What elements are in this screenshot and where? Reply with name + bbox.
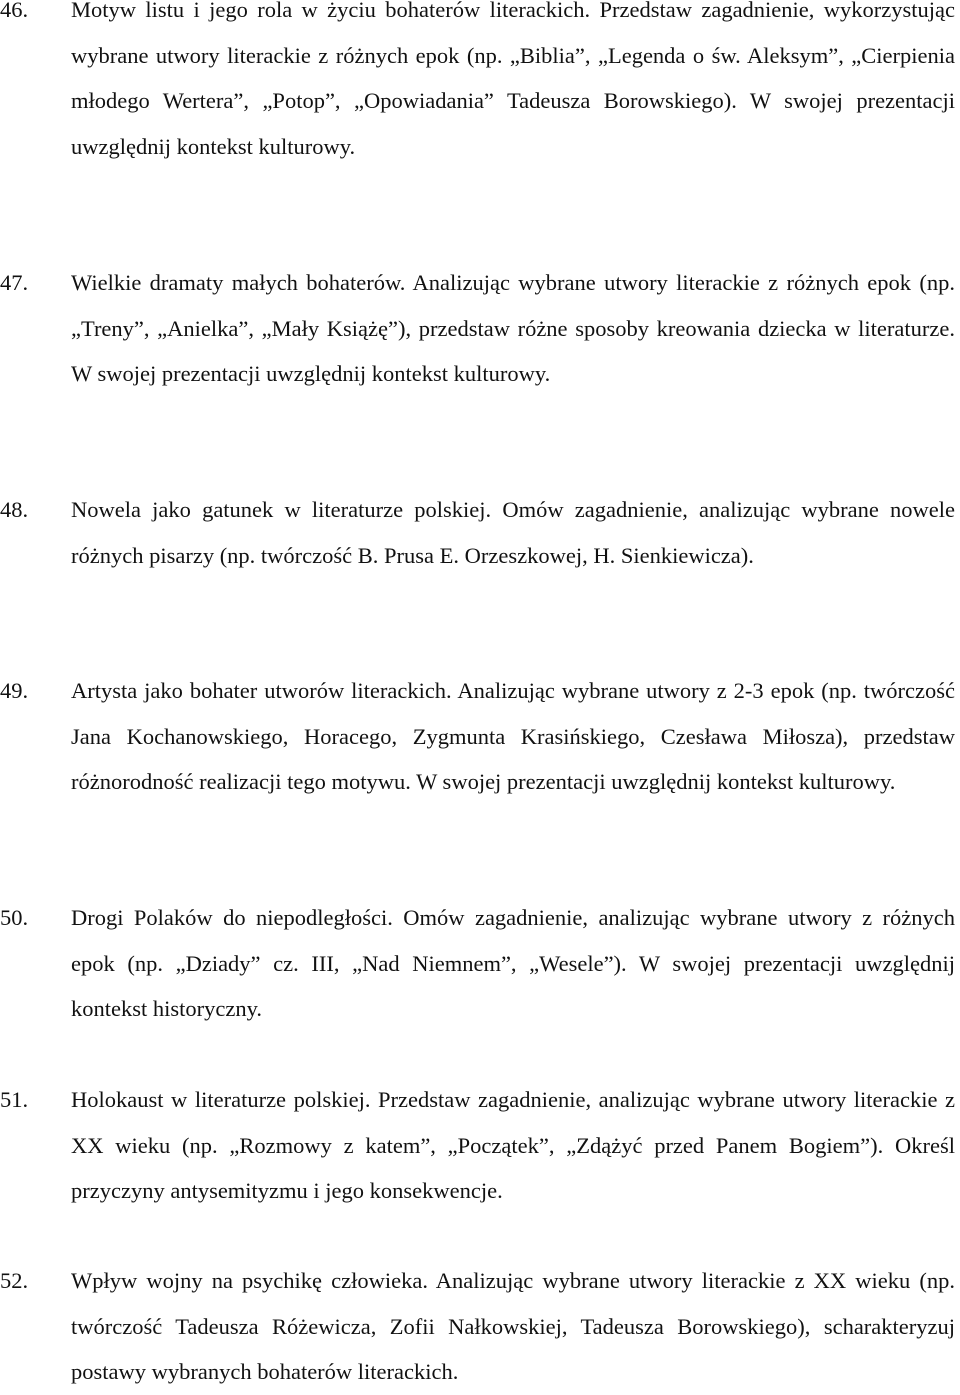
topic-text: Motyw listu i jego rola w życiu bohaterów literackich. Przedstaw zagadnienie, wykorzystując wybrane utwory literackie z różnych epok (np. „Biblia”, „Legenda o św. Aleksym”, „Cierpienia młodego Wertera”, „Potop”, „Opowiadania” Tadeusza Borowskiego). W swojej prezentacji uwzględnij kontekst kulturowy. <box>71 0 955 159</box>
topic-item-49 <box>0 668 960 805</box>
topic-item-52 <box>0 1258 960 1395</box>
topic-number: 46. <box>0 0 29 22</box>
topic-item-47 <box>0 260 960 397</box>
topic-text: Holokaust w literaturze polskiej. Przedstaw zagadnienie, analizując wybrane utwory literackie z XX wieku (np. „Rozmowy z katem”, „Początek”, „Zdążyć przed Panem Bogiem”). Określ przyczyny antysemityzmu i jego konsekwencje. <box>71 1087 955 1203</box>
topic-text: Nowela jako gatunek w literaturze polskiej. Omów zagadnienie, analizując wybrane nowele różnych pisarzy (np. twórczość B. Prusa E. Orzeszkowej, H. Sienkiewicza). <box>71 497 955 568</box>
topic-number: 47. <box>0 270 29 295</box>
topic-number: 51. <box>0 1087 29 1112</box>
topic-number: 52. <box>0 1268 29 1293</box>
topic-text: Artysta jako bohater utworów literackich. Analizując wybrane utwory z 2-3 epok (np. twórczość Jana Kochanowskiego, Horacego, Zygmunta Krasińskiego, Czesława Miłosza), przedstaw różnorodność realizacji tego motywu. W swojej prezentacji uwzględnij kontekst kulturowy. <box>71 678 955 794</box>
topic-number: 48. <box>0 497 29 522</box>
topic-text: Wielkie dramaty małych bohaterów. Analizując wybrane utwory literackie z różnych epok (np. „Treny”, „Anielka”, „Mały Książę”), przedstaw różne sposoby kreowania dziecka w literaturze. W swojej prezentacji uwzględnij kontekst kulturowy. <box>71 270 955 386</box>
topic-item-51 <box>0 1077 960 1214</box>
topic-text: Wpływ wojny na psychikę człowieka. Analizując wybrane utwory literackie z XX wieku (np. twórczość Tadeusza Różewicza, Zofii Nałkowskiej, Tadeusza Borowskiego), scharakteryzuj postawy wybranych bohaterów literackich. <box>71 1268 955 1384</box>
topic-number: 50. <box>0 905 29 930</box>
topic-item-50 <box>0 895 960 1032</box>
topic-item-46 <box>0 0 960 169</box>
topic-number: 49. <box>0 678 29 703</box>
topic-text: Drogi Polaków do niepodległości. Omów zagadnienie, analizując wybrane utwory z różnych epok (np. „Dziady” cz. III, „Nad Niemnem”, „Wesele”). W swojej prezentacji uwzględnij kontekst historyczny. <box>71 905 955 1021</box>
topic-item-48 <box>0 487 960 578</box>
